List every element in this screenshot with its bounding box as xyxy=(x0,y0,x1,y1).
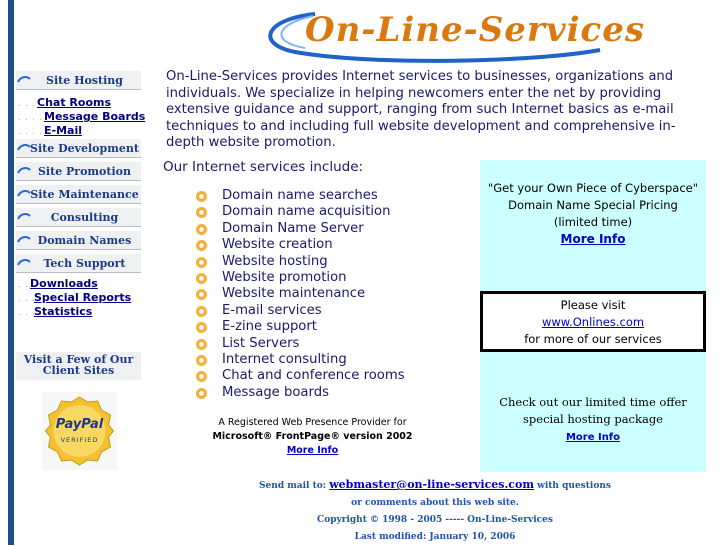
bullet-icon xyxy=(196,224,207,235)
frontpage-notice xyxy=(205,416,420,458)
service-label: Message boards xyxy=(222,384,329,400)
swoosh-icon xyxy=(17,213,31,221)
link-special-reports[interactable]: Special Reports xyxy=(34,291,132,304)
service-label: Website maintenance xyxy=(222,286,366,302)
frontpage-line2: Microsoft® FrontPage® version 2002 xyxy=(212,431,413,442)
list-item xyxy=(196,254,405,270)
nav-label: Site Promotion xyxy=(37,165,131,178)
webmaster-email-link[interactable]: webmaster@on-line-services.com xyxy=(329,478,534,491)
visit-line3: for more of our services xyxy=(524,332,662,346)
dots: . . . . xyxy=(18,127,43,136)
nav-consulting[interactable] xyxy=(16,207,141,227)
service-label: Website creation xyxy=(222,237,333,253)
nav-label: Site Maintenance xyxy=(30,188,139,201)
link-statistics[interactable]: Statistics xyxy=(34,305,93,318)
service-label: Domain name acquisition xyxy=(222,204,391,220)
onlines-link[interactable]: www.Onlines.com xyxy=(541,315,645,329)
bullet-icon xyxy=(196,207,207,218)
domain-promo-line2: Domain Name Special Pricing xyxy=(508,198,678,212)
bullet-icon xyxy=(196,339,207,350)
frontpage-line1: A Registered Web Presence Provider for xyxy=(218,417,407,428)
bullet-icon xyxy=(196,257,207,268)
bullet-icon xyxy=(196,322,207,333)
nav-site-maintenance[interactable] xyxy=(16,184,141,204)
swoosh-icon xyxy=(17,144,31,152)
list-item xyxy=(196,368,405,384)
nav-label: Site Hosting xyxy=(46,74,123,87)
list-item xyxy=(196,352,405,368)
bullet-icon xyxy=(196,388,207,399)
service-label: Website promotion xyxy=(222,269,347,285)
left-accent-bar xyxy=(8,0,14,545)
list-item xyxy=(196,385,405,401)
footer-mail-line xyxy=(230,476,640,495)
service-label: E-mail services xyxy=(222,302,322,318)
dots: . . . xyxy=(18,308,36,317)
list-item xyxy=(196,221,405,237)
frontpage-more-info-link[interactable]: More Info xyxy=(286,445,339,456)
hosting-more-info-link[interactable]: More Info xyxy=(565,432,621,443)
link-chat-rooms[interactable]: Chat Rooms xyxy=(37,96,112,109)
dots: . . . . xyxy=(18,113,43,122)
service-label: List Servers xyxy=(222,335,300,351)
list-item xyxy=(196,319,405,335)
footer-comments-line: or comments about this web site. xyxy=(351,498,519,508)
domain-promo-line3: (limited time) xyxy=(553,215,633,229)
bullet-icon xyxy=(196,240,207,251)
list-item xyxy=(196,204,405,220)
service-label: Domain Name Server xyxy=(222,220,364,236)
nav-tech-support[interactable] xyxy=(16,253,141,273)
footer-copyright: Copyright © 1998 - 2005 ----- On-Line-Services xyxy=(317,515,553,525)
bullet-icon xyxy=(196,191,207,202)
swoosh-icon xyxy=(17,190,31,198)
nav-label: Domain Names xyxy=(37,234,132,247)
domain-promo-line1: "Get your Own Piece of Cyberspace" xyxy=(487,181,699,195)
nav-label: Tech Support xyxy=(43,257,126,270)
footer-last-modified: Last modified: January 10, 2006 xyxy=(354,532,516,542)
hosting-promo xyxy=(480,394,706,446)
site-logo xyxy=(255,4,645,66)
nav-site-development[interactable] xyxy=(16,138,141,158)
service-label: Domain name searches xyxy=(222,188,378,203)
swoosh-icon xyxy=(17,76,31,84)
link-message-boards[interactable]: Message Boards xyxy=(44,110,146,123)
service-label: Website hosting xyxy=(222,253,328,269)
services-title: Our Internet services include: xyxy=(163,159,364,175)
list-item xyxy=(196,336,405,352)
hosting-promo-line1: Check out our limited time offer xyxy=(499,395,687,409)
paypal-verified-badge[interactable] xyxy=(42,392,117,470)
footer xyxy=(230,476,640,546)
bullet-icon xyxy=(196,306,207,317)
bullet-icon xyxy=(196,273,207,284)
link-downloads[interactable]: Downloads xyxy=(30,277,98,290)
services-list xyxy=(196,188,405,401)
bullet-icon xyxy=(196,355,207,366)
dots: . . . xyxy=(18,294,36,303)
swoosh-icon xyxy=(17,236,31,244)
nav-site-promotion[interactable] xyxy=(16,161,141,181)
paypal-brand: PayPal xyxy=(55,417,104,432)
bullet-icon xyxy=(196,371,207,382)
list-item xyxy=(196,237,405,253)
nav-label: Site Development xyxy=(30,142,139,155)
logo-text: On-Line-Services xyxy=(305,10,645,50)
domain-more-info-link[interactable]: More Info xyxy=(560,232,626,246)
bullet-icon xyxy=(196,289,207,300)
swoosh-icon xyxy=(17,167,31,175)
visit-line1: Please visit xyxy=(560,298,626,312)
nav-domain-names[interactable] xyxy=(16,230,141,250)
list-item xyxy=(196,270,405,286)
nav-label: Consulting xyxy=(50,211,119,224)
link-email[interactable]: E-Mail xyxy=(44,124,82,137)
hosting-promo-line2: special hosting package xyxy=(523,412,663,426)
service-label: E-zine support xyxy=(222,319,317,335)
nav-site-hosting[interactable] xyxy=(16,70,141,90)
list-item xyxy=(196,188,405,204)
panel-edge xyxy=(706,160,722,472)
service-label: Internet consulting xyxy=(222,351,347,367)
dots: . . . xyxy=(18,99,36,108)
visit-box xyxy=(480,291,706,352)
footer-send-suffix: with questions xyxy=(537,481,611,491)
list-item xyxy=(196,303,405,319)
swoosh-icon xyxy=(17,259,31,267)
list-item xyxy=(196,286,405,302)
client-sites-label: Visit a Few of Our Client Sites xyxy=(23,353,134,377)
domain-promo xyxy=(480,180,706,248)
client-sites-button[interactable] xyxy=(16,352,141,380)
footer-send-prefix: Send mail to: xyxy=(259,481,327,491)
intro-paragraph: On-Line-Services provides Internet services to businesses, organizations and individuals. We specialize in helping newcomers enter the net by providing extensive guidance and support, ranging from such Internet basics as e-mail techniques to and including full website development and comprehensive in-depth website promotion. xyxy=(166,69,676,150)
dots: . . xyxy=(18,280,29,289)
service-label: Chat and conference rooms xyxy=(222,368,405,384)
paypal-caption: VERIFIED xyxy=(60,436,99,444)
